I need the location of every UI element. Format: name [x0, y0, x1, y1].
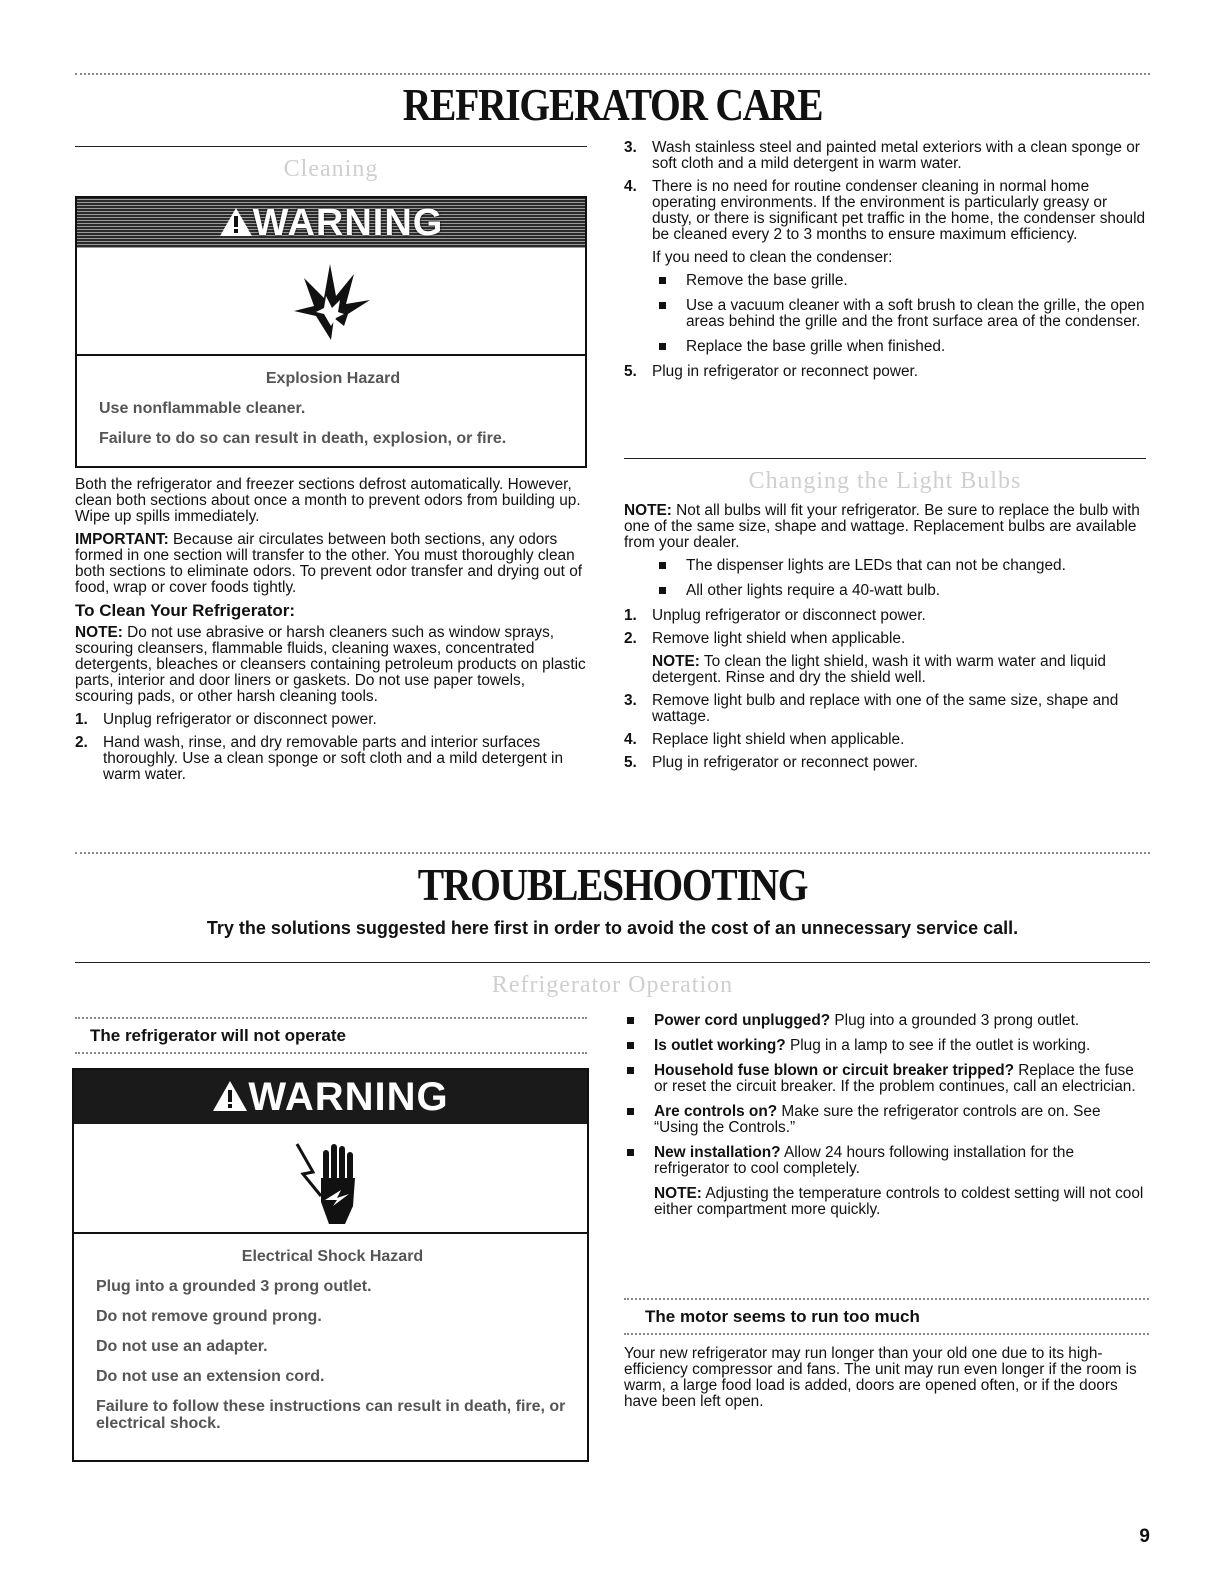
- step-item: 5. Plug in refrigerator or reconnect power.: [624, 363, 919, 380]
- warning-line: Plug into a grounded 3 prong outlet.: [96, 1278, 372, 1295]
- not-operate-heading: The refrigerator will not operate: [90, 1026, 346, 1045]
- warning-line: Do not use an adapter.: [96, 1338, 268, 1355]
- page-number: 9: [1139, 1526, 1150, 1547]
- condenser-intro: If you need to clean the condenser:: [652, 249, 893, 266]
- troubleshooting-tagline: Try the solutions suggested here first in order to avoid the cost of an unnecessary service call.: [206, 918, 1019, 938]
- section-rule: [624, 458, 1146, 459]
- page-title-troubleshooting: TROUBLESHOOTING: [417, 859, 808, 910]
- check-item: Household fuse blown or circuit breaker tripped? Replace the fuse or reset the circuit breaker. If the problem continues, call an electrician.: [624, 1063, 1149, 1095]
- explosion-warning-box: [75, 196, 587, 468]
- motor-heading: The motor seems to run too much: [645, 1307, 920, 1326]
- cleaning-heading: Cleaning: [283, 156, 379, 182]
- important-paragraph: IMPORTANT: Because air circulates between both sections, any odors formed in one section will transfer to the other. You must thoroughly clean both sections to eliminate odors. To prevent odor transfer and drying out of food, wrap or cover foods tightly.: [75, 531, 583, 596]
- mid-dotted-rule: [75, 852, 1150, 854]
- step-item: 1. Unplug refrigerator or disconnect power.: [75, 711, 377, 728]
- cleaning-steps: [75, 712, 587, 783]
- cleaning-left-text: [75, 477, 587, 790]
- operation-checks: [624, 1013, 1149, 1227]
- bulbs-bullets: [624, 558, 1146, 599]
- step-item: 2. Remove light shield when applicable. NOTE: To clean the light shield, wash it with warm water and liquid detergent. Rinse and dry the shield well.: [624, 630, 1106, 686]
- warning-line: Failure to do so can result in death, explosion, or fire.: [99, 430, 507, 447]
- bulbs-heading: Changing the Light Bulbs: [748, 468, 1022, 494]
- warning-text: [96, 1248, 569, 1445]
- check-item: Are controls on? Make sure the refrigerator controls are on. See “Using the Controls.”: [624, 1104, 1149, 1136]
- check-item: New installation? Allow 24 hours following installation for the refrigerator to cool completely. NOTE: Adjusting the temperature controls to coldest setting will not cool either compartment more quickly.: [624, 1145, 1149, 1218]
- checks-list: [624, 1013, 1149, 1218]
- hazard-title: Electrical Shock Hazard: [241, 1248, 424, 1265]
- bullet-item: Remove the base grille.: [656, 273, 1146, 289]
- shock-warning-box: [72, 1068, 589, 1462]
- step-item: 2. Hand wash, rinse, and dry removable parts and interior surfaces thoroughly. Use a clean sponge or soft cloth and a mild detergent in warm water.: [75, 734, 564, 783]
- section-rule: [75, 962, 1150, 963]
- bullet-item: Replace the base grille when finished.: [656, 339, 1146, 355]
- hazard-title: Explosion Hazard: [265, 370, 401, 387]
- bullet-item: The dispenser lights are LEDs that can not be changed.: [656, 558, 1146, 574]
- warning-line: Do not remove ground prong.: [96, 1308, 322, 1325]
- electrical-shock-icon: [74, 1136, 587, 1226]
- warning-line: Do not use an extension cord.: [96, 1368, 325, 1385]
- step-item: 3. Wash stainless steel and painted metal exteriors with a clean sponge or soft cloth and a mild detergent in warm water.: [624, 139, 1140, 172]
- bulbs-note: NOTE: Not all bulbs will fit your refrigerator. Be sure to replace the bulb with one of the same size, shape and wattage. Replacement bulbs are available from your dealer.: [624, 502, 1140, 551]
- condenser-bullets: [624, 273, 1146, 355]
- warning-line: Use nonflammable cleaner.: [99, 400, 306, 417]
- cleaning-steps-continued: [624, 140, 1146, 243]
- page-title-refrigerator-care: REFRIGERATOR CARE: [402, 79, 823, 130]
- warning-line: Failure to follow these instructions can result in death, fire, or electrical shock.: [96, 1398, 566, 1432]
- intro-paragraph: Both the refrigerator and freezer sections defrost automatically. However, clean both sections about once a month to prevent odors from building up. Wipe up spills immediately.: [75, 476, 581, 525]
- cleaning-right-text: [624, 140, 1146, 387]
- step-item: 4. There is no need for routine condenser cleaning in normal home operating environments. If the environment is particularly greasy or dusty, or there is significant pet traffic in the home, the condenser should be cleaned every 2 to 3 months to ensure maximum efficiency.: [624, 178, 1146, 243]
- bulbs-text: [624, 503, 1146, 778]
- bulbs-steps: [624, 608, 1146, 771]
- step-item: 5. Plug in refrigerator or reconnect power.: [624, 754, 919, 771]
- explosion-icon: [77, 256, 585, 341]
- motor-text: Your new refrigerator may run longer than your old one due to its high-efficiency compressor and fans. The unit may run even longer if the room is warm, a large food load is added, doors are opened often, or if the doors have been left open.: [624, 1345, 1137, 1410]
- warning-triangle-icon: [219, 200, 253, 250]
- warning-banner: [74, 1070, 587, 1124]
- operation-heading: Refrigerator Operation: [491, 972, 734, 998]
- check-item: Power cord unplugged? Plug into a grounded 3 prong outlet.: [624, 1013, 1149, 1029]
- warning-banner: [77, 198, 585, 248]
- warning-label: WARNING: [248, 1075, 449, 1119]
- note-paragraph: NOTE: Do not use abrasive or harsh cleaners such as window sprays, scouring cleansers, flammable fluids, cleaning waxes, concentrated detergents, bleaches or cleansers containing petroleum products on plastic parts, interior and door liners or gaskets. Do not use paper towels, scouring pads, or other harsh cleaning tools.: [75, 624, 586, 705]
- bullet-item: All other lights require a 40-watt bulb.: [656, 583, 1146, 599]
- top-dotted-rule: [75, 73, 1150, 75]
- warning-label: WARNING: [252, 202, 444, 244]
- warning-text: [99, 370, 567, 460]
- step-item: 4. Replace light shield when applicable.: [624, 731, 905, 748]
- section-rule: [75, 146, 587, 147]
- bullet-item: Use a vacuum cleaner with a soft brush to clean the grille, the open areas behind the grille and the front surface area of the condenser.: [656, 298, 1146, 330]
- step-item: 3. Remove light bulb and replace with one of the same size, shape and wattage.: [624, 692, 1119, 725]
- clean-heading: To Clean Your Refrigerator:: [75, 601, 296, 620]
- check-item: Is outlet working? Plug in a lamp to see if the outlet is working.: [624, 1038, 1149, 1054]
- warning-triangle-icon: [212, 1072, 248, 1126]
- step-item: 1. Unplug refrigerator or disconnect power.: [624, 607, 926, 624]
